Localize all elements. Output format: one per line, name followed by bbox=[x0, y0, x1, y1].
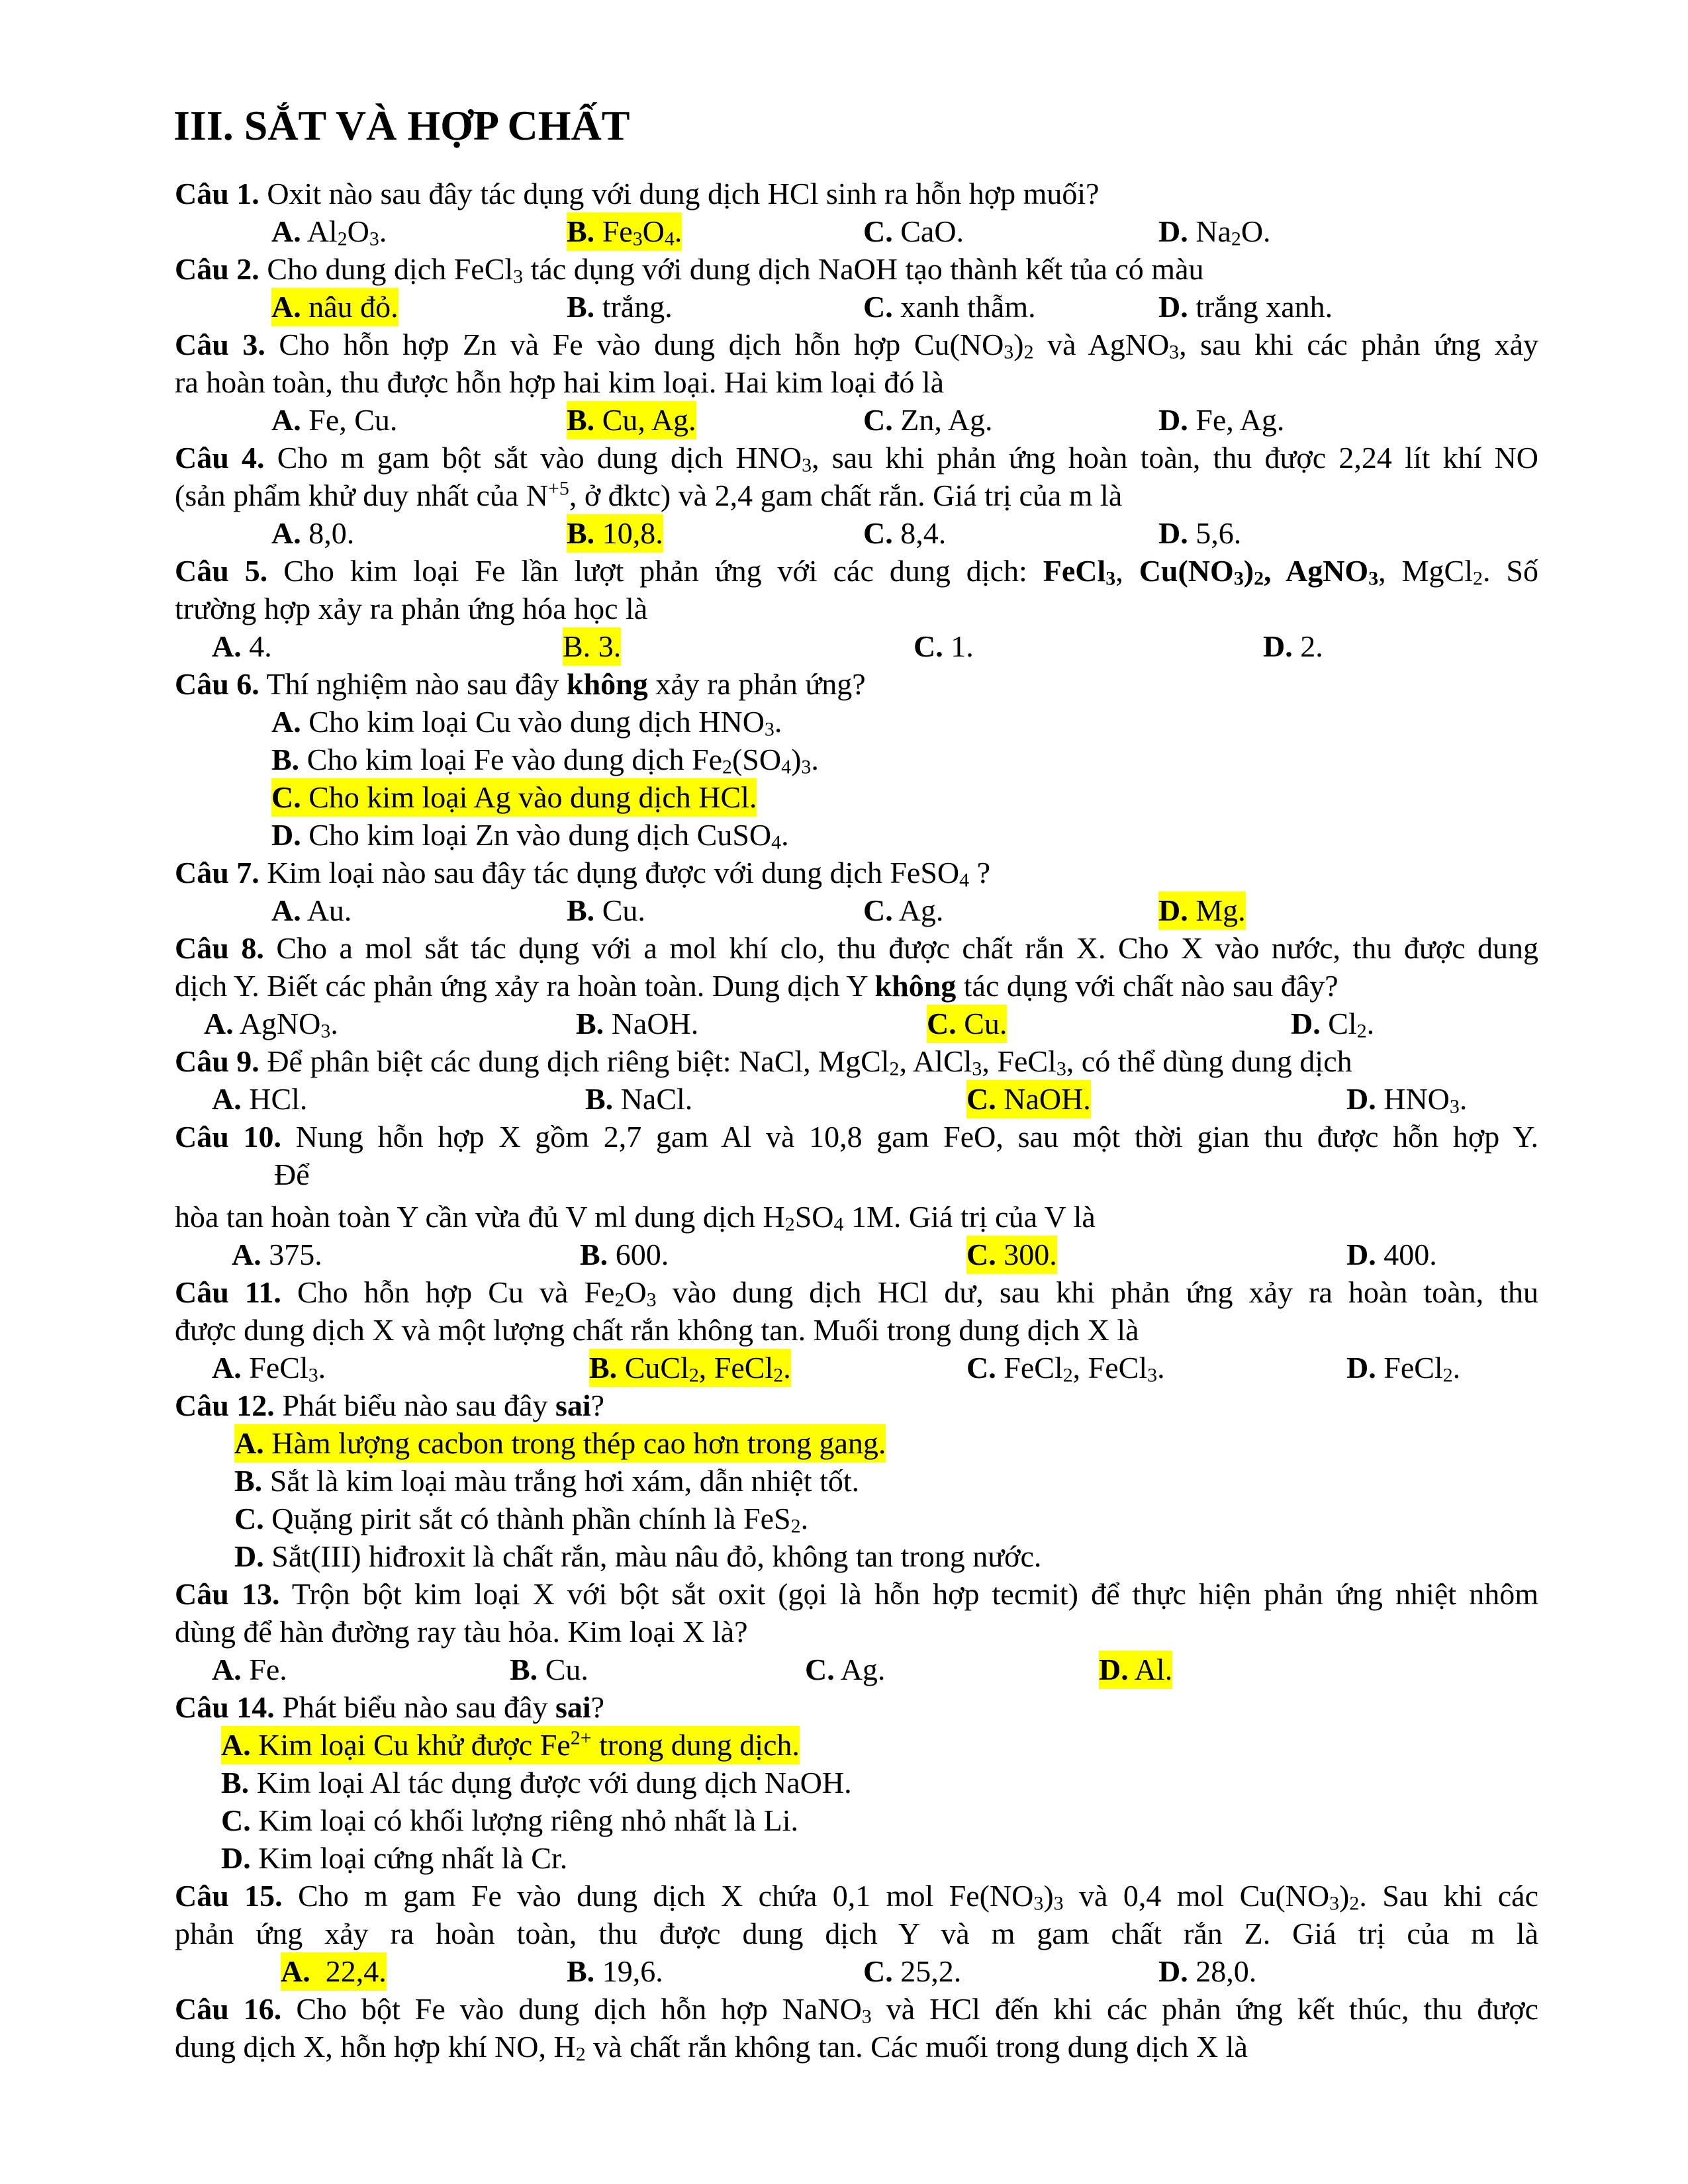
question-label: Câu 8. bbox=[175, 931, 264, 965]
option-b-answer: B. $Fe_3O_4$. bbox=[567, 212, 682, 251]
option-a: A. 4. bbox=[212, 629, 272, 663]
option-b: B. trắng. bbox=[567, 290, 673, 324]
option-b: B. 600. bbox=[580, 1238, 669, 1271]
q6-option-c-answer: C. Cho kim loại Ag vào dung dịch HCl. bbox=[175, 778, 1538, 817]
option-a: A. $Al_2O_3$. bbox=[271, 214, 387, 250]
question-label: Câu 11. bbox=[175, 1275, 281, 1309]
option-d: D. $HNO_3$. bbox=[1346, 1082, 1468, 1118]
question-label: Câu 14. bbox=[175, 1690, 275, 1724]
question-14: Câu 14. Phát biểu nào sau đây sai? bbox=[175, 1690, 605, 1724]
option-c: C. Ag. bbox=[863, 893, 944, 927]
option-c: C. 8,4. bbox=[863, 516, 947, 550]
question-8-line-2: dịch Y. Biết các phản ứng xảy ra hoàn toàn. Dung dịch Y không tác dụng với chất nào sau đây? bbox=[175, 969, 1338, 1003]
option-c: C. CaO. bbox=[863, 214, 964, 248]
question-label: Câu 3. bbox=[175, 328, 265, 361]
question-10-line-2: Để bbox=[274, 1158, 310, 1191]
question-10: Câu 10. Nung hỗn hợp X gồm 2,7 gam Al và 10,8 gam FeO, sau một thời gian thu được hỗn hợp Y. bbox=[175, 1120, 1538, 1154]
question-label: Câu 15. bbox=[175, 1879, 283, 1913]
option-b: B. NaOH. bbox=[576, 1007, 699, 1040]
q12-option-a-answer: A. Hàm lượng cacbon trong thép cao hơn trong gang. bbox=[175, 1424, 1538, 1463]
option-d: D. trắng xanh. bbox=[1158, 290, 1333, 324]
q12-option-b: B. Sắt là kim loại màu trắng hơi xám, dẫn nhiệt tốt. bbox=[234, 1464, 860, 1498]
question-6: Câu 6. Thí nghiệm nào sau đây không xảy ra phản ứng? bbox=[175, 667, 866, 701]
option-d: D. 5,6. bbox=[1158, 516, 1242, 550]
option-a: A. 375. bbox=[232, 1238, 322, 1271]
question-3: Câu 3. Cho hỗn hợp Zn và Fe vào dung dịch hỗn hợp $Cu(NO_3)_2$ và AgNO$_3$, sau khi các phản ứng xảy bbox=[175, 328, 1539, 363]
option-c-answer: C. Cu. bbox=[927, 1005, 1007, 1043]
question-8: Câu 8. Cho a mol sắt tác dụng với a mol khí clo, thu được chất rắn X. Cho X vào nước, thu được dung bbox=[175, 931, 1539, 965]
option-a-answer: A. 22,4. bbox=[281, 1952, 387, 1991]
q9-options bbox=[175, 1080, 1538, 1118]
q3-options bbox=[175, 401, 1538, 439]
option-d: D. $Na_2O$. bbox=[1158, 214, 1271, 250]
q5-options bbox=[175, 627, 1538, 666]
q14-option-b: B. Kim loại Al tác dụng được với dung dịch NaOH. bbox=[221, 1766, 852, 1799]
question-16-line-2: dung dịch X, hỗn hợp khí NO, $H_2$ và chất rắn không tan. Các muối trong dung dịch X là bbox=[175, 2030, 1248, 2066]
option-c: C. Ag. bbox=[805, 1653, 886, 1686]
q4-options bbox=[175, 514, 1538, 553]
q6-option-b: B. Cho kim loại Fe vào dung dịch $Fe_2(SO_4)_3$. bbox=[271, 743, 819, 778]
option-c: C. 25,2. bbox=[863, 1954, 962, 1988]
option-c: C. FeCl$_2$, FeCl$_3$. bbox=[966, 1351, 1165, 1387]
q11-options bbox=[175, 1349, 1538, 1387]
question-4: Câu 4. Cho m gam bột sắt vào dung dịch $HNO_3$, sau khi phản ứng hoàn toàn, thu được 2,24 lít khí NO bbox=[175, 441, 1539, 477]
question-label: Câu 10. bbox=[175, 1120, 281, 1154]
question-9: Câu 9. Để phân biệt các dung dịch riêng biệt: NaCl, MgCl$_2$, AlCl$_3$, FeCl$_3$, có thể dùng dung dịch bbox=[175, 1044, 1352, 1080]
option-b: B. 19,6. bbox=[567, 1954, 663, 1988]
option-c: C. 1. bbox=[914, 629, 974, 663]
q2-options bbox=[175, 288, 1538, 326]
q6-option-a: A. Cho kim loại Cu vào dung dịch $HNO_3$. bbox=[271, 705, 782, 741]
q12-option-c: C. Quặng pirit sắt có thành phần chính là FeS$_2$. bbox=[234, 1502, 809, 1537]
question-1 bbox=[175, 175, 1538, 213]
option-c: C. xanh thẫm. bbox=[863, 290, 1036, 324]
option-a-answer: A. nâu đỏ. bbox=[271, 288, 399, 326]
option-a: A. 8,0. bbox=[271, 516, 355, 550]
option-b-answer: B. 10,8. bbox=[567, 514, 663, 553]
question-7: Câu 7. Kim loại nào sau đây tác dụng được với dung dịch FeSO$_4$ ? bbox=[175, 856, 990, 891]
option-b: B. Cu. bbox=[510, 1653, 588, 1686]
question-label: Câu 1. bbox=[175, 177, 259, 210]
option-c-answer: C. 300. bbox=[966, 1236, 1057, 1274]
option-b-answer: B. Cu, Ag. bbox=[567, 401, 696, 439]
q15-options bbox=[175, 1952, 1538, 1991]
question-label: Câu 13. bbox=[175, 1577, 280, 1611]
option-a: A. Fe. bbox=[212, 1653, 287, 1686]
question-10-line-3: hòa tan hoàn toàn Y cần vừa đủ V ml dung dịch $H_2SO_4$ 1M. Giá trị của V là bbox=[175, 1200, 1096, 1236]
option-a: A. Au. bbox=[271, 893, 352, 927]
question-label: Câu 12. bbox=[175, 1388, 275, 1422]
option-d: D. 400. bbox=[1346, 1238, 1437, 1271]
question-label: Câu 7. bbox=[175, 856, 259, 889]
option-a: A. FeCl$_3$. bbox=[212, 1351, 326, 1387]
question-5: Câu 5. Cho kim loại Fe lần lượt phản ứng với các dung dịch: FeCl$_3$, $Cu(NO_3)_2$, AgNO$_3$, MgCl$_2$. Số bbox=[175, 554, 1539, 590]
q10-options bbox=[175, 1236, 1538, 1274]
q12-option-d: D. Sắt(III) hiđroxit là chất rắn, màu nâu đỏ, không tan trong nước. bbox=[234, 1539, 1042, 1573]
option-d: D. Fe, Ag. bbox=[1158, 403, 1285, 437]
option-a: A. Fe, Cu. bbox=[271, 403, 398, 437]
question-4-line-2: (sản phẩm khử duy nhất của $N^{+5}$, ở đktc) và 2,4 gam chất rắn. Giá trị của m là bbox=[175, 477, 1123, 512]
section-title: III. SẮT VÀ HỢP CHẤT bbox=[173, 102, 630, 149]
option-d: D. 28,0. bbox=[1158, 1954, 1257, 1988]
q7-options bbox=[175, 891, 1538, 930]
option-c-answer: C. NaOH. bbox=[966, 1080, 1091, 1118]
question-label: Câu 2. bbox=[175, 252, 259, 286]
question-text: Oxit nào sau đây tác dụng với dung dịch HCl sinh ra hỗn hợp muối? bbox=[267, 177, 1100, 210]
option-a: A. AgNO$_3$. bbox=[204, 1007, 338, 1042]
option-b-answer: B. 3. bbox=[563, 627, 621, 666]
q8-options bbox=[175, 1005, 1538, 1043]
q6-option-d: D. Cho kim loại Zn vào dung dịch CuSO$_4$. bbox=[271, 818, 789, 854]
question-11-line-2: được dung dịch X và một lượng chất rắn không tan. Muối trong dung dịch X là bbox=[175, 1313, 1139, 1347]
q14-option-a-answer: A. Kim loại Cu khử được $Fe^{2+}$ trong dung dịch. bbox=[175, 1726, 1538, 1764]
question-label: Câu 6. bbox=[175, 667, 259, 701]
option-d: D. FeCl$_2$. bbox=[1346, 1351, 1461, 1387]
question-2: Câu 2. Cho dung dịch FeCl$_3$ tác dụng với dung dịch NaOH tạo thành kết tủa có màu bbox=[175, 252, 1204, 288]
q14-option-d: D. Kim loại cứng nhất là Cr. bbox=[221, 1841, 568, 1875]
option-a: A. HCl. bbox=[212, 1082, 308, 1116]
question-label: Câu 9. bbox=[175, 1044, 259, 1078]
question-3-line-2: ra hoàn toàn, thu được hỗn hợp hai kim loại. Hai kim loại đó là bbox=[175, 365, 945, 399]
question-15-line-2: phản ứng xảy ra hoàn toàn, thu được dung dịch Y và m gam chất rắn Z. Giá trị của m là bbox=[175, 1917, 1538, 1950]
question-13: Câu 13. Trộn bột kim loại X với bột sắt oxit (gọi là hỗn hợp tecmit) để thực hiện phản ứng nhiệt nhôm bbox=[175, 1577, 1538, 1611]
q13-options bbox=[175, 1651, 1538, 1689]
q14-option-c: C. Kim loại có khối lượng riêng nhỏ nhất là Li. bbox=[221, 1803, 799, 1837]
question-label: Câu 4. bbox=[175, 441, 265, 475]
question-label: Câu 16. bbox=[175, 1992, 282, 2026]
question-16: Câu 16. Cho bột Fe vào dung dịch hỗn hợp NaNO$_3$ và HCl đến khi các phản ứng kết thúc, thu được bbox=[175, 1992, 1538, 2028]
option-b-answer: B. CuCl$_2$, FeCl$_2$. bbox=[589, 1349, 791, 1387]
question-12: Câu 12. Phát biểu nào sau đây sai? bbox=[175, 1388, 605, 1422]
question-5-line-2: trường hợp xảy ra phản ứng hóa học là bbox=[175, 592, 648, 625]
option-b: B. Cu. bbox=[567, 893, 645, 927]
option-d: D. 2. bbox=[1263, 629, 1323, 663]
option-b: B. NaCl. bbox=[585, 1082, 693, 1116]
question-15: Câu 15. Cho m gam Fe vào dung dịch X chứa 0,1 mol $Fe(NO_3)_3$ và 0,4 mol $Cu(NO_3)_2$. Sau khi các bbox=[175, 1879, 1539, 1915]
option-d-answer: D. Al. bbox=[1099, 1651, 1172, 1689]
question-label: Câu 5. bbox=[175, 554, 268, 588]
question-13-line-2: dùng để hàn đường ray tàu hỏa. Kim loại X là? bbox=[175, 1615, 748, 1649]
q1-options bbox=[175, 212, 1538, 251]
option-d: D. $Cl_2$. bbox=[1291, 1007, 1375, 1042]
option-d-answer: D. Mg. bbox=[1158, 891, 1246, 930]
option-c: C. Zn, Ag. bbox=[863, 403, 993, 437]
question-11: Câu 11. Cho hỗn hợp Cu và $Fe_2O_3$ vào dung dịch HCl dư, sau khi phản ứng xảy ra hoàn toàn, thu bbox=[175, 1275, 1539, 1311]
